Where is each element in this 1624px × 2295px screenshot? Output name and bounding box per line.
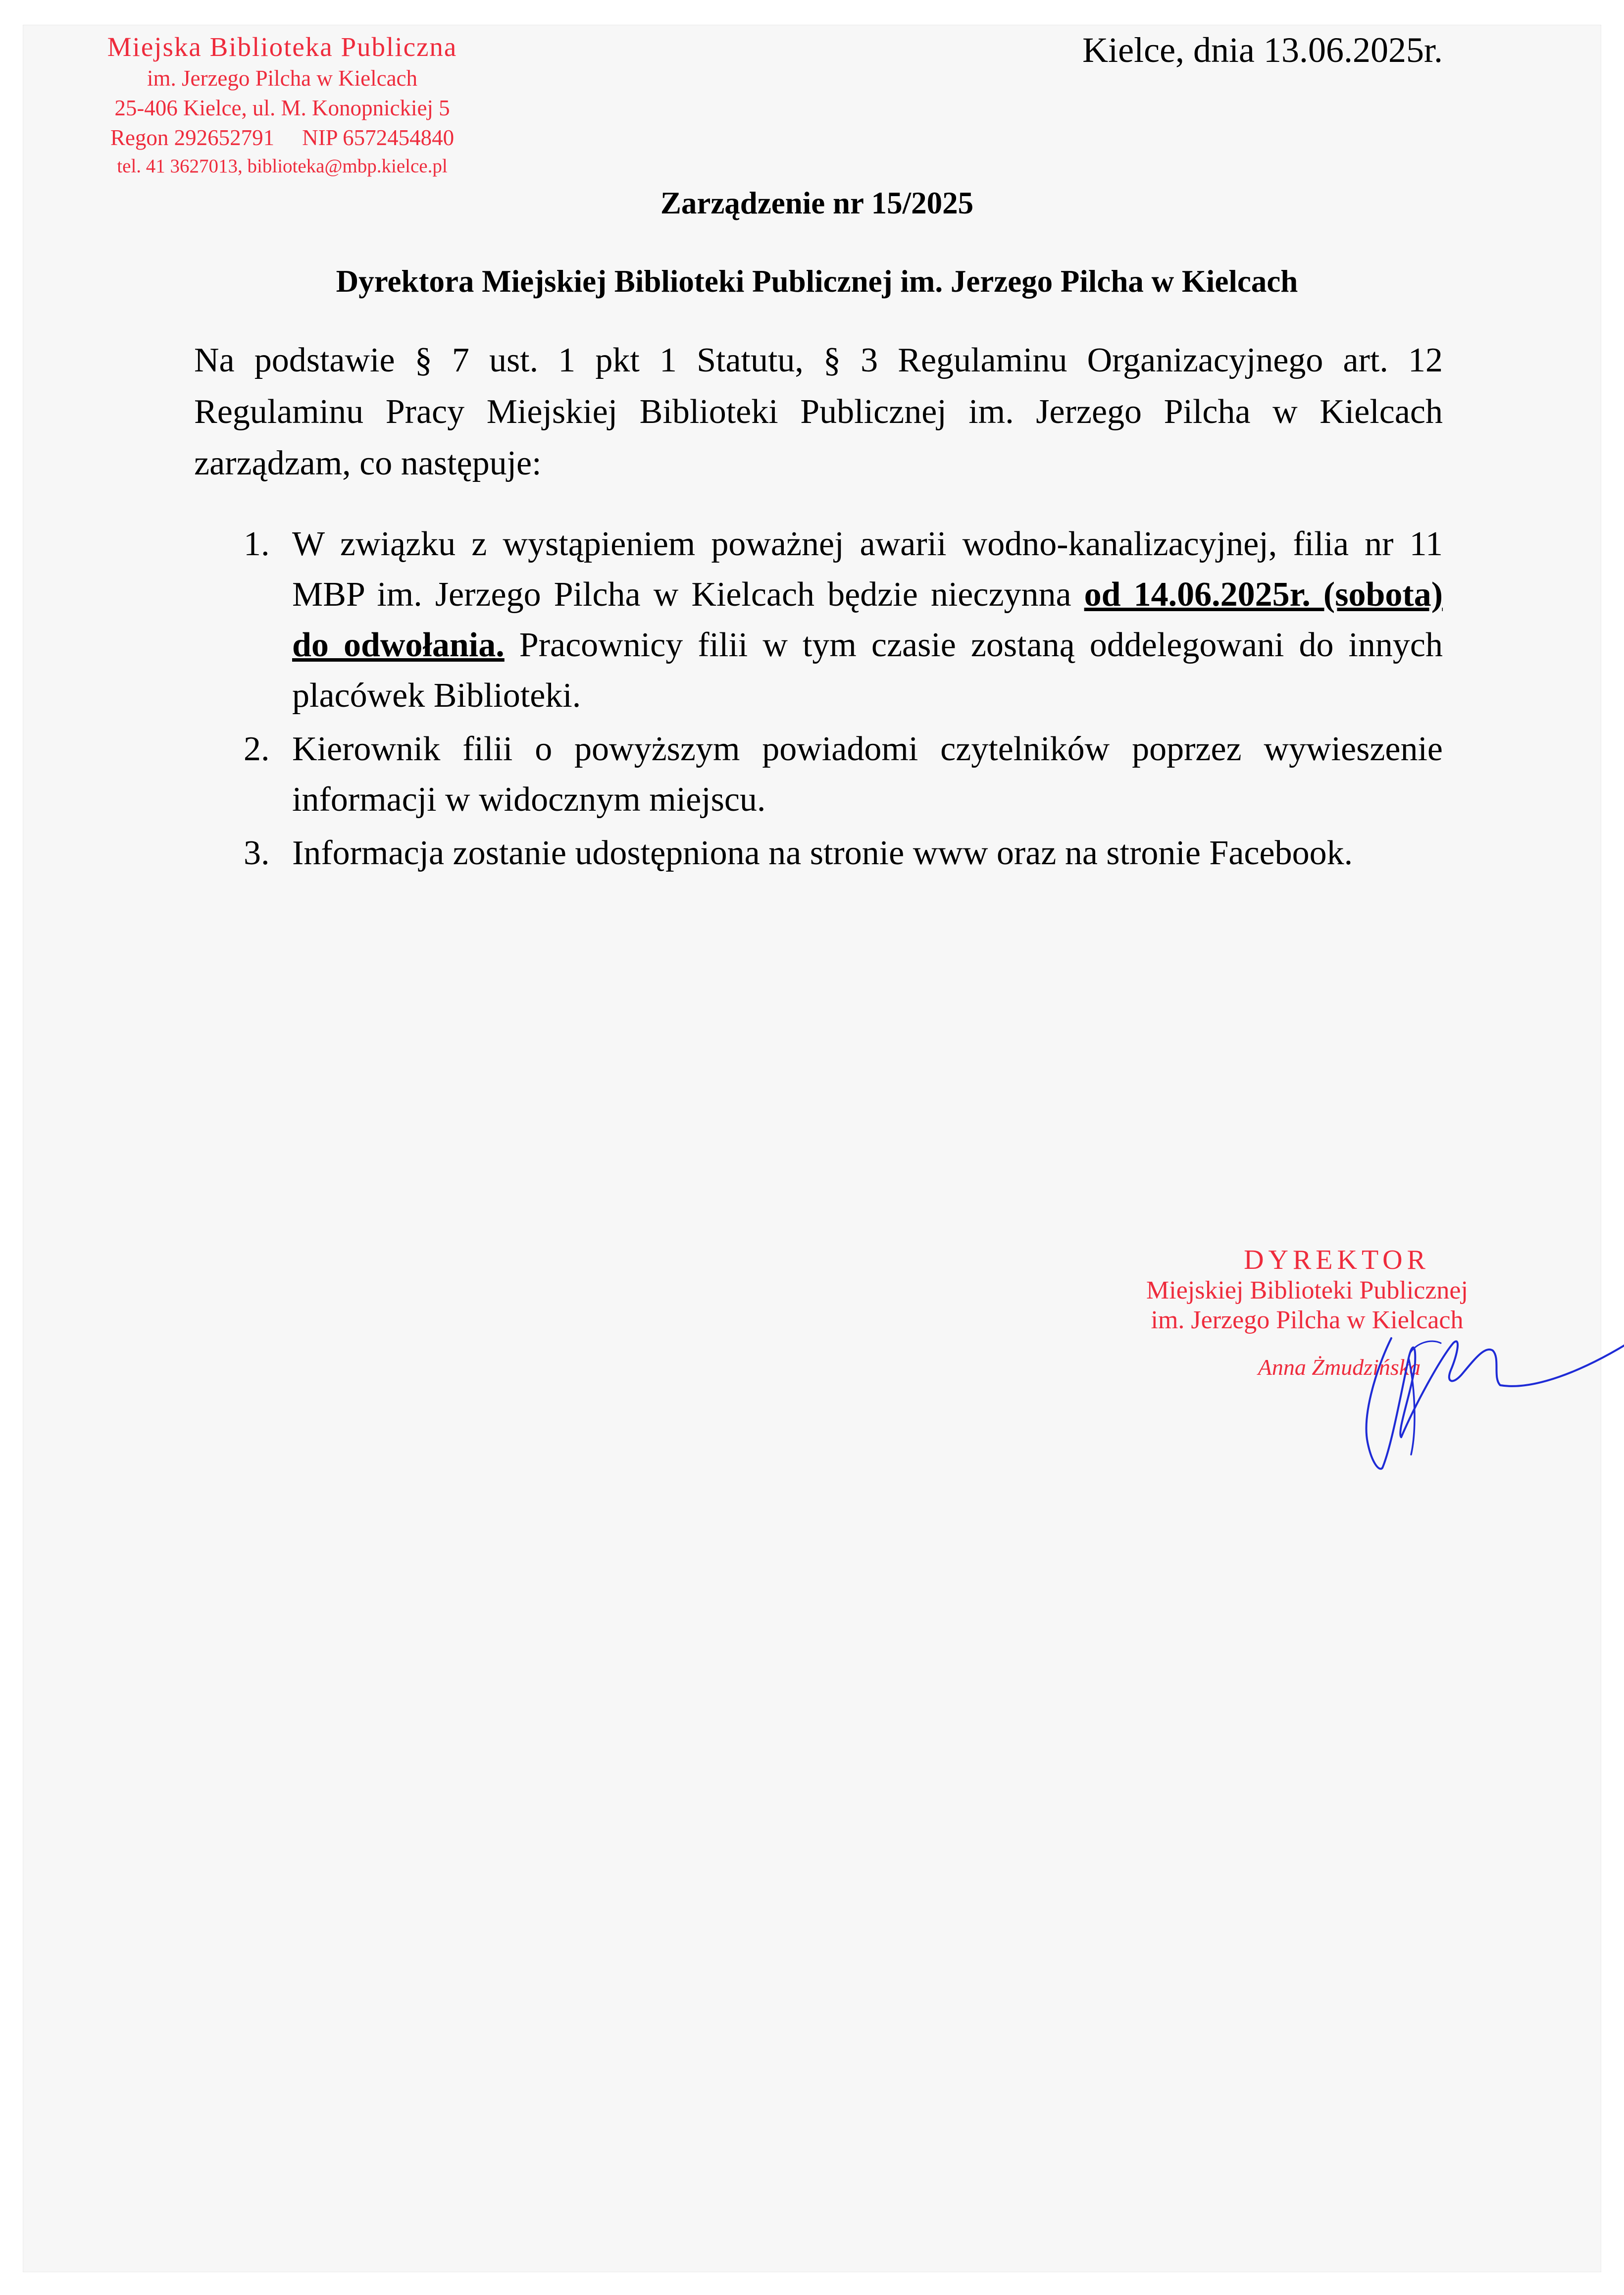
signature-block xyxy=(1109,1244,1505,1462)
document-date: Kielce, dnia 13.06.2025r. xyxy=(1082,30,1443,70)
stamp-nip: NIP 6572454840 xyxy=(302,125,455,150)
list-item-number: 3. xyxy=(244,834,270,872)
list-item-text-continued: Pracownicy filii w tym czasie zostaną oddelegowani do innych placówek Biblioteki. xyxy=(292,626,1443,715)
stamp-ids xyxy=(54,123,510,153)
director-stamp-role: DYREKTOR xyxy=(1244,1245,1430,1275)
stamp-institution-name: Miejska Biblioteka Publiczna xyxy=(107,32,457,62)
document-subtitle: Dyrektora Miejskiej Biblioteki Publicznej im. Jerzego Pilcha w Kielcach xyxy=(336,264,1298,299)
list-item-number: 1. xyxy=(244,525,270,563)
document-title: Zarządzenie nr 15/2025 xyxy=(660,186,974,220)
handwritten-signature xyxy=(1183,1284,1624,1512)
list-item-text: Informacja zostanie udostępniona na stronie www oraz na stronie Facebook. xyxy=(292,834,1353,872)
list-item-text: W związku z wystąpieniem poważnej awarii wodno-kanalizacyjnej, filia nr 11 MBP im. Jerzego Pilcha w Kielcach będzie nieczynna xyxy=(292,525,1443,614)
stamp-institution-patron: im. Jerzego Pilcha w Kielcach xyxy=(147,66,418,91)
list-item xyxy=(244,828,1443,879)
director-stamp-institution: Miejskiej Biblioteki Publicznej xyxy=(1146,1276,1468,1304)
list-item xyxy=(244,724,1443,825)
director-name: Anna Żmudzińska xyxy=(1258,1355,1421,1380)
list-item-text: Kierownik filii o powyższym powiadomi czytelników poprzez wywieszenie informacji w widocznym miejscu. xyxy=(292,730,1443,819)
list-item-number: 2. xyxy=(244,730,270,768)
director-stamp-patron: im. Jerzego Pilcha w Kielcach xyxy=(1151,1306,1464,1334)
decree-list xyxy=(244,519,1443,882)
intro-paragraph: Na podstawie § 7 ust. 1 pkt 1 Statutu, § 3 Regulaminu Organizacyjnego art. 12 Regulaminu Pracy Miejskiej Biblioteki Publicznej im. Jerzego Pilcha w Kielcach zarządzam, co następuje: xyxy=(194,341,1443,482)
closure-period: od 14.06.2025r. (sobota) do odwołania. xyxy=(292,575,1443,664)
stamp-address: 25-406 Kielce, ul. M. Konopnickiej 5 xyxy=(114,96,450,120)
institution-stamp xyxy=(54,31,510,180)
list-item xyxy=(244,519,1443,721)
stamp-regon: Regon 292652791 xyxy=(110,125,275,150)
stamp-contact: tel. 41 3627013, biblioteka@mbp.kielce.pl xyxy=(117,156,448,177)
